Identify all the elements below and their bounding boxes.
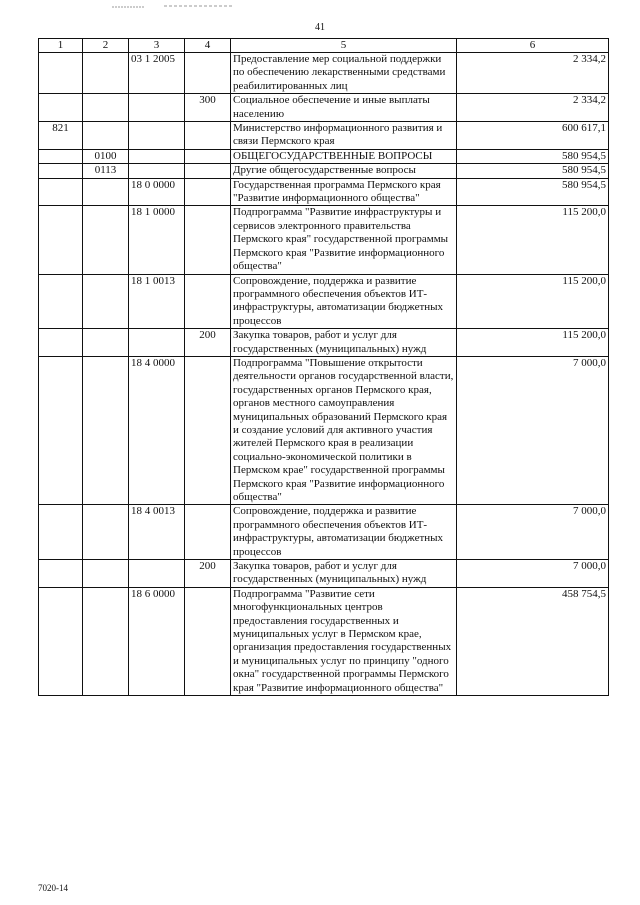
target-article-code-cell [129, 149, 185, 163]
column-header: 3 [129, 39, 185, 53]
table-body [39, 53, 609, 696]
target-article-code-cell: 18 0 0000 [129, 178, 185, 206]
amount-cell: 2 334,2 [457, 53, 609, 94]
department-code-cell [39, 505, 83, 560]
section-code-cell: 0113 [83, 164, 129, 178]
item-name-cell: Социальное обеспечение и иные выплаты населению [231, 94, 457, 122]
page-number: 41 [315, 22, 325, 33]
amount-cell: 115 200,0 [457, 206, 609, 274]
target-article-code-cell [129, 329, 185, 357]
item-name-cell: Подпрограмма "Развитие инфраструктуры и сервисов электронного правительства Пермского края" государственной программы Пермского края "Развитие информационного общества" [231, 206, 457, 274]
department-code-cell [39, 53, 83, 94]
table-row [39, 356, 609, 504]
column-header: 5 [231, 39, 457, 53]
department-code-cell [39, 149, 83, 163]
table-row [39, 560, 609, 588]
amount-cell: 2 334,2 [457, 94, 609, 122]
amount-cell: 7 000,0 [457, 560, 609, 588]
item-name-cell: Предоставление мер социальной поддержки по обеспечению лекарственными средствами реабилитированных лиц [231, 53, 457, 94]
target-article-code-cell [129, 122, 185, 150]
amount-cell: 580 954,5 [457, 149, 609, 163]
expense-type-code-cell: 200 [185, 329, 231, 357]
target-article-code-cell: 18 6 0000 [129, 587, 185, 695]
department-code-cell: 821 [39, 122, 83, 150]
expense-type-code-cell [185, 505, 231, 560]
amount-cell: 115 200,0 [457, 329, 609, 357]
amount-cell: 458 754,5 [457, 587, 609, 695]
expense-type-code-cell: 300 [185, 94, 231, 122]
column-header: 4 [185, 39, 231, 53]
department-code-cell [39, 178, 83, 206]
expense-type-code-cell [185, 206, 231, 274]
target-article-code-cell [129, 164, 185, 178]
target-article-code-cell: 18 4 0013 [129, 505, 185, 560]
item-name-cell: Другие общегосударственные вопросы [231, 164, 457, 178]
department-code-cell [39, 274, 83, 329]
amount-cell: 7 000,0 [457, 356, 609, 504]
table-row [39, 587, 609, 695]
section-code-cell [83, 505, 129, 560]
expense-type-code-cell [185, 122, 231, 150]
table-row [39, 149, 609, 163]
table-row [39, 53, 609, 94]
column-header: 6 [457, 39, 609, 53]
section-code-cell [83, 94, 129, 122]
table-row [39, 206, 609, 274]
column-header: 1 [39, 39, 83, 53]
item-name-cell: ОБЩЕГОСУДАРСТВЕННЫЕ ВОПРОСЫ [231, 149, 457, 163]
table-row [39, 274, 609, 329]
table-row [39, 94, 609, 122]
column-header: 2 [83, 39, 129, 53]
amount-cell: 580 954,5 [457, 178, 609, 206]
target-article-code-cell: 18 1 0000 [129, 206, 185, 274]
target-article-code-cell: 18 4 0000 [129, 356, 185, 504]
section-code-cell [83, 122, 129, 150]
expense-type-code-cell [185, 274, 231, 329]
expense-type-code-cell [185, 164, 231, 178]
department-code-cell [39, 356, 83, 504]
expense-type-code-cell: 200 [185, 560, 231, 588]
budget-table [38, 38, 609, 696]
item-name-cell: Закупка товаров, работ и услуг для государственных (муниципальных) нужд [231, 560, 457, 588]
target-article-code-cell [129, 560, 185, 588]
expense-type-code-cell [185, 356, 231, 504]
amount-cell: 580 954,5 [457, 164, 609, 178]
table-header-row [39, 39, 609, 53]
department-code-cell [39, 329, 83, 357]
department-code-cell [39, 164, 83, 178]
department-code-cell [39, 560, 83, 588]
item-name-cell: Подпрограмма "Повышение открытости деятельности органов государственной власти, государственных органов Пермского края, органов местного самоуправления муниципальных образований Пермского края и создание условий для активного участия жителей Пермского края в реализации социально-экономической политики в Пермском крае" государственной программы Пермского края "Развитие информационного общества" [231, 356, 457, 504]
section-code-cell: 0100 [83, 149, 129, 163]
section-code-cell [83, 560, 129, 588]
table-row [39, 178, 609, 206]
section-code-cell [83, 329, 129, 357]
expense-type-code-cell [185, 53, 231, 94]
section-code-cell [83, 356, 129, 504]
item-name-cell: Государственная программа Пермского края "Развитие информационного общества" [231, 178, 457, 206]
section-code-cell [83, 587, 129, 695]
document-code: 7020-14 [38, 883, 68, 893]
item-name-cell: Сопровождение, поддержка и развитие программного обеспечения объектов ИТ-инфраструктуры, автоматизации бюджетных процессов [231, 505, 457, 560]
item-name-cell: Подпрограмма "Развитие сети многофункциональных центров предоставления государственных и муниципальных услуг в Пермском крае, организация предоставления государственных и муниципальных услуг по принципу "одного окна" государственной программы Пермского края "Развитие информационного общества" [231, 587, 457, 695]
amount-cell: 600 617,1 [457, 122, 609, 150]
item-name-cell: Министерство информационного развития и связи Пермского края [231, 122, 457, 150]
department-code-cell [39, 94, 83, 122]
section-code-cell [83, 274, 129, 329]
table-row [39, 329, 609, 357]
item-name-cell: Сопровождение, поддержка и развитие программного обеспечения объектов ИТ-инфраструктуры, автоматизации бюджетных процессов [231, 274, 457, 329]
target-article-code-cell: 03 1 2005 [129, 53, 185, 94]
expense-type-code-cell [185, 149, 231, 163]
table-row [39, 122, 609, 150]
scan-mark [112, 4, 232, 10]
amount-cell: 115 200,0 [457, 274, 609, 329]
target-article-code-cell [129, 94, 185, 122]
section-code-cell [83, 206, 129, 274]
table-row [39, 164, 609, 178]
department-code-cell [39, 206, 83, 274]
section-code-cell [83, 53, 129, 94]
target-article-code-cell: 18 1 0013 [129, 274, 185, 329]
expense-type-code-cell [185, 178, 231, 206]
amount-cell: 7 000,0 [457, 505, 609, 560]
section-code-cell [83, 178, 129, 206]
table-row [39, 505, 609, 560]
item-name-cell: Закупка товаров, работ и услуг для государственных (муниципальных) нужд [231, 329, 457, 357]
expense-type-code-cell [185, 587, 231, 695]
department-code-cell [39, 587, 83, 695]
